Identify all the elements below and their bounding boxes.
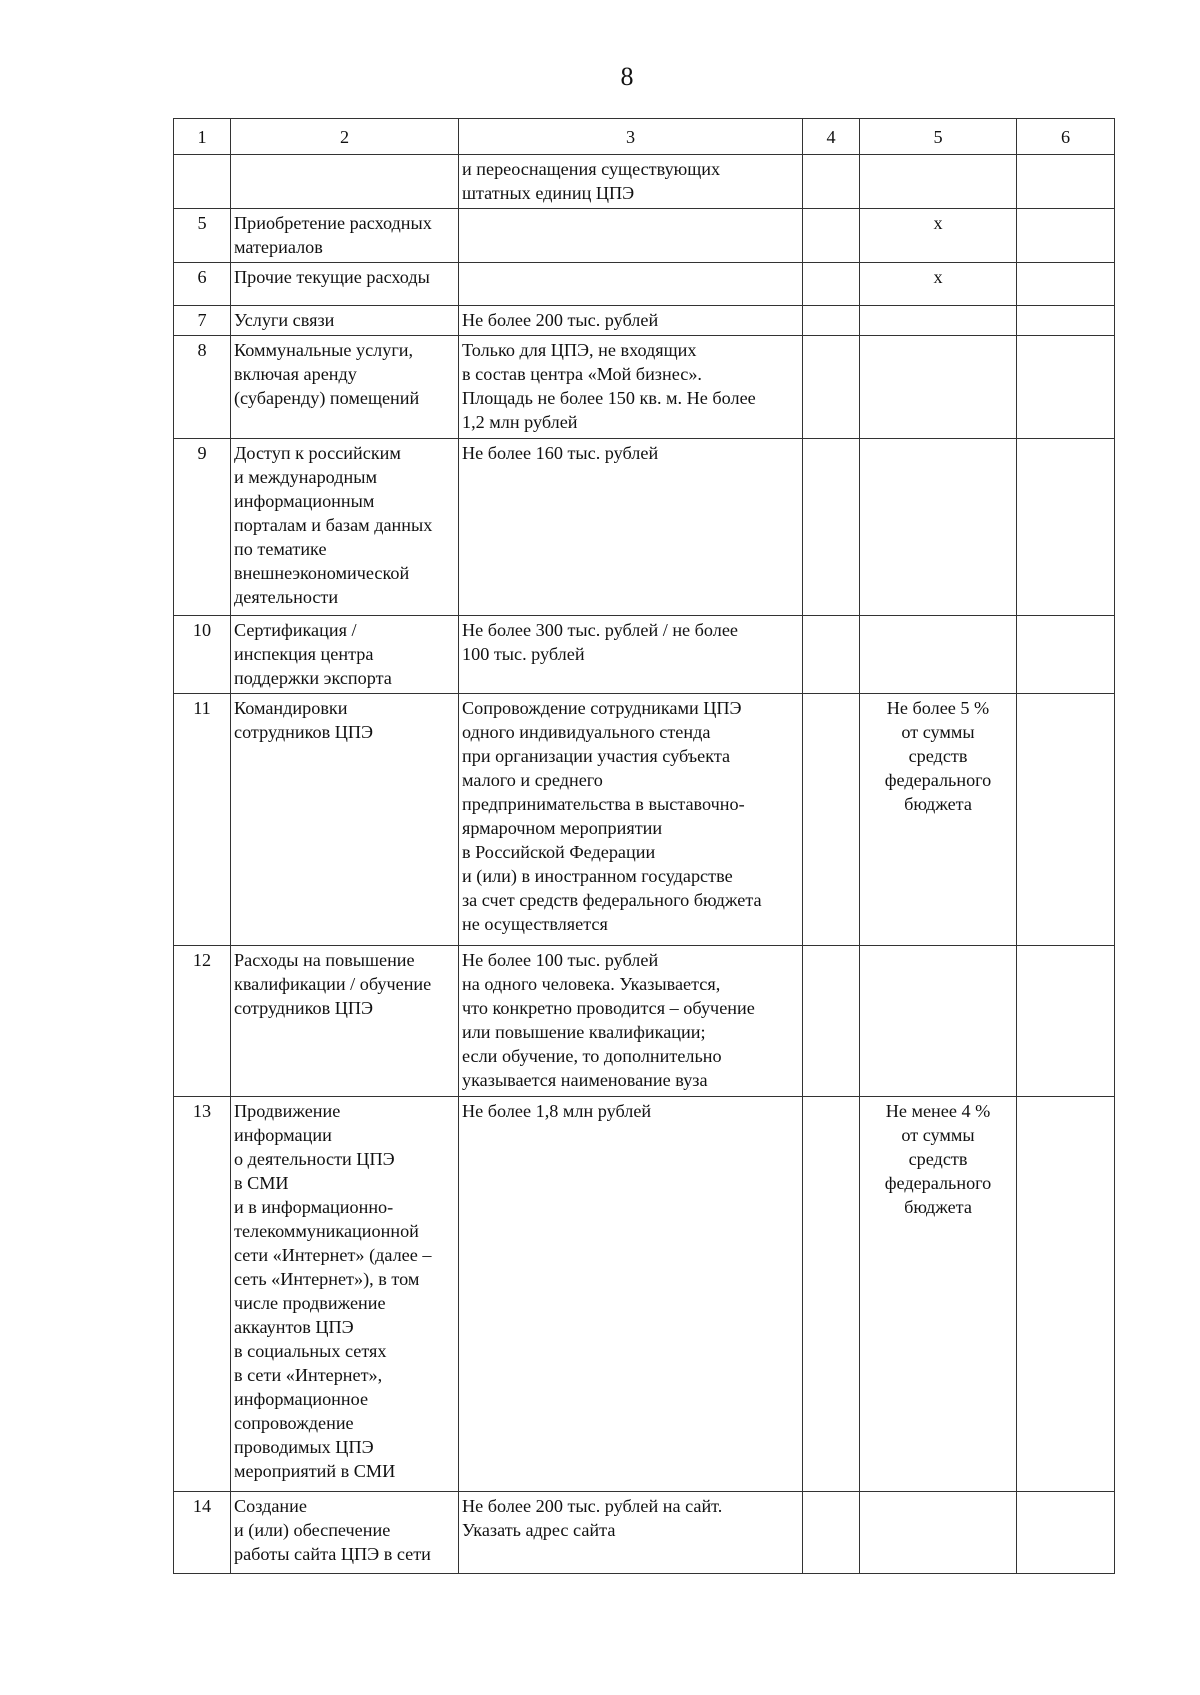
expense-name-cell: Расходы на повышение квалификации / обучение сотрудников ЦПЭ	[231, 946, 459, 1097]
table-row	[174, 439, 1115, 616]
condition-cell	[459, 263, 803, 306]
column-6-cell	[1017, 155, 1115, 209]
row-number-cell: 10	[174, 616, 231, 694]
table-row	[174, 1492, 1115, 1574]
table-row	[174, 946, 1115, 1097]
column-6-cell	[1017, 1492, 1115, 1574]
expense-name-cell: Прочие текущие расходы	[231, 263, 459, 306]
column-6-cell	[1017, 946, 1115, 1097]
table-header-row	[174, 119, 1115, 155]
column-6-cell	[1017, 306, 1115, 336]
column-4-cell	[803, 946, 860, 1097]
expense-name-cell: Приобретение расходных материалов	[231, 209, 459, 263]
expense-name-cell: Услуги связи	[231, 306, 459, 336]
column-header: 4	[803, 119, 860, 155]
condition-cell: Не более 200 тыс. рублей на сайт. Указать адрес сайта	[459, 1492, 803, 1574]
column-6-cell	[1017, 209, 1115, 263]
expense-name-cell: Продвижение информации о деятельности ЦПЭ в СМИ и в информационно- телекоммуникационной сети «Интернет» (далее – сеть «Интернет»), в том числе продвижение аккаунтов ЦПЭ в социальных сетях в сети «Интернет», информационное сопровождение проводимых ЦПЭ мероприятий в СМИ	[231, 1097, 459, 1492]
condition-cell: Не более 160 тыс. рублей	[459, 439, 803, 616]
column-5-cell	[860, 306, 1017, 336]
table-row	[174, 336, 1115, 439]
row-number-cell	[174, 155, 231, 209]
condition-cell: Сопровождение сотрудниками ЦПЭ одного индивидуального стенда при организации участия субъекта малого и среднего предпринимательства в выставочно- ярмарочном мероприятии в Российской Федерации и (или) в иностранном государстве за счет средств федерального бюджета не осуществляется	[459, 694, 803, 946]
condition-cell: и переоснащения существующих штатных единиц ЦПЭ	[459, 155, 803, 209]
condition-cell: Не более 200 тыс. рублей	[459, 306, 803, 336]
row-number-cell: 7	[174, 306, 231, 336]
column-header: 2	[231, 119, 459, 155]
table-row	[174, 694, 1115, 946]
table-row	[174, 263, 1115, 306]
column-5-cell	[860, 155, 1017, 209]
table-row	[174, 616, 1115, 694]
page-number: 8	[620, 62, 634, 91]
column-5-cell: х	[860, 209, 1017, 263]
table-row	[174, 1097, 1115, 1492]
row-number-cell: 5	[174, 209, 231, 263]
column-header: 3	[459, 119, 803, 155]
column-header: 5	[860, 119, 1017, 155]
column-4-cell	[803, 336, 860, 439]
condition-cell: Не более 300 тыс. рублей / не более 100 тыс. рублей	[459, 616, 803, 694]
expense-name-cell: Сертификация / инспекция центра поддержки экспорта	[231, 616, 459, 694]
column-4-cell	[803, 263, 860, 306]
expense-name-cell: Командировки сотрудников ЦПЭ	[231, 694, 459, 946]
table-row	[174, 209, 1115, 263]
expense-name-cell: Доступ к российским и международным информационным порталам и базам данных по тематике внешнеэкономической деятельности	[231, 439, 459, 616]
column-5-cell: х	[860, 263, 1017, 306]
column-6-cell	[1017, 616, 1115, 694]
column-4-cell	[803, 1097, 860, 1492]
expense-name-cell: Создание и (или) обеспечение работы сайта ЦПЭ в сети	[231, 1492, 459, 1574]
column-4-cell	[803, 694, 860, 946]
expense-name-cell	[231, 155, 459, 209]
column-5-cell: Не более 5 % от суммы средств федерального бюджета	[860, 694, 1017, 946]
condition-cell: Только для ЦПЭ, не входящих в состав центра «Мой бизнес». Площадь не более 150 кв. м. Не более 1,2 млн рублей	[459, 336, 803, 439]
row-number-cell: 14	[174, 1492, 231, 1574]
column-6-cell	[1017, 263, 1115, 306]
table-row	[174, 306, 1115, 336]
column-6-cell	[1017, 694, 1115, 946]
expense-name-cell: Коммунальные услуги, включая аренду (субаренду) помещений	[231, 336, 459, 439]
column-6-cell	[1017, 439, 1115, 616]
column-header: 6	[1017, 119, 1115, 155]
column-4-cell	[803, 306, 860, 336]
column-4-cell	[803, 616, 860, 694]
column-4-cell	[803, 439, 860, 616]
condition-cell	[459, 209, 803, 263]
column-6-cell	[1017, 336, 1115, 439]
column-4-cell	[803, 155, 860, 209]
column-5-cell	[860, 1492, 1017, 1574]
row-number-cell: 13	[174, 1097, 231, 1492]
column-5-cell	[860, 439, 1017, 616]
condition-cell: Не более 1,8 млн рублей	[459, 1097, 803, 1492]
expense-table	[173, 118, 1115, 1574]
column-4-cell	[803, 1492, 860, 1574]
row-number-cell: 8	[174, 336, 231, 439]
column-5-cell	[860, 946, 1017, 1097]
condition-cell: Не более 100 тыс. рублей на одного человека. Указывается, что конкретно проводится – обучение или повышение квалификации; если обучение, то дополнительно указывается наименование вуза	[459, 946, 803, 1097]
column-5-cell	[860, 336, 1017, 439]
row-number-cell: 6	[174, 263, 231, 306]
row-number-cell: 12	[174, 946, 231, 1097]
table-row	[174, 155, 1115, 209]
column-6-cell	[1017, 1097, 1115, 1492]
column-4-cell	[803, 209, 860, 263]
table-body	[174, 155, 1115, 1574]
column-5-cell: Не менее 4 % от суммы средств федерального бюджета	[860, 1097, 1017, 1492]
column-header: 1	[174, 119, 231, 155]
row-number-cell: 11	[174, 694, 231, 946]
column-5-cell	[860, 616, 1017, 694]
row-number-cell: 9	[174, 439, 231, 616]
